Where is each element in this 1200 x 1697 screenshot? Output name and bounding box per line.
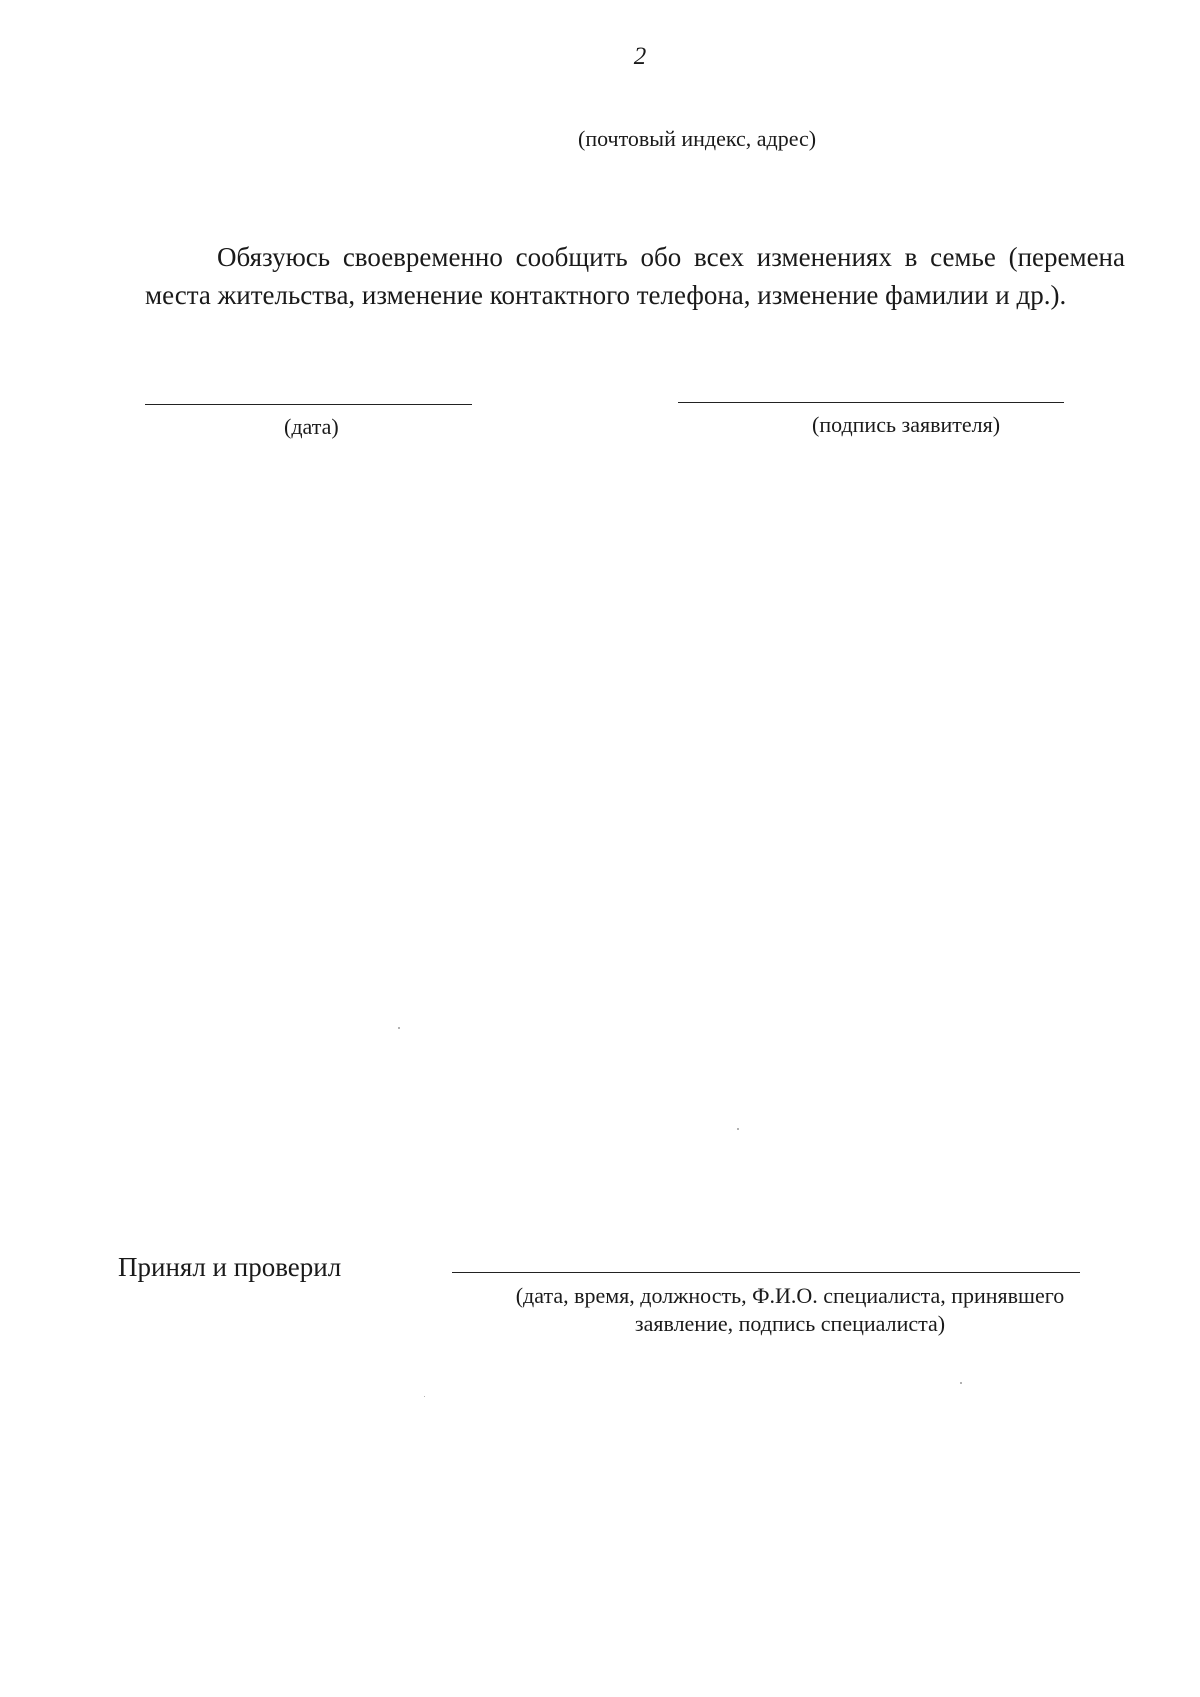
postal-address-caption: (почтовый индекс, адрес) — [578, 126, 817, 151]
obligation-text-line-1: Обязуюсь своевременно сообщить обо всех изменениях в семье (перемена — [217, 242, 1125, 272]
scan-speck — [737, 1128, 739, 1130]
scan-speck — [960, 1382, 962, 1384]
specialist-caption — [470, 1282, 1110, 1338]
page-number: 2 — [633, 43, 647, 70]
scan-speck — [424, 1396, 425, 1397]
date-blank-line — [145, 404, 472, 405]
scan-speck — [398, 1027, 400, 1029]
specialist-caption-line-2: заявление, подпись специалиста) — [634, 1311, 946, 1336]
date-caption: (дата) — [284, 414, 339, 439]
applicant-signature-caption: (подпись заявителя) — [812, 412, 1001, 437]
specialist-blank-line — [452, 1272, 1080, 1273]
signature-blank-line — [678, 402, 1064, 403]
accepted-checked-label: Принял и проверил — [118, 1252, 342, 1282]
specialist-caption-line-1: (дата, время, должность, Ф.И.О. специалиста, принявшего — [515, 1283, 1065, 1308]
obligation-text-line-2: места жительства, изменение контактного телефона, изменение фамилии и др.). — [145, 280, 1067, 310]
